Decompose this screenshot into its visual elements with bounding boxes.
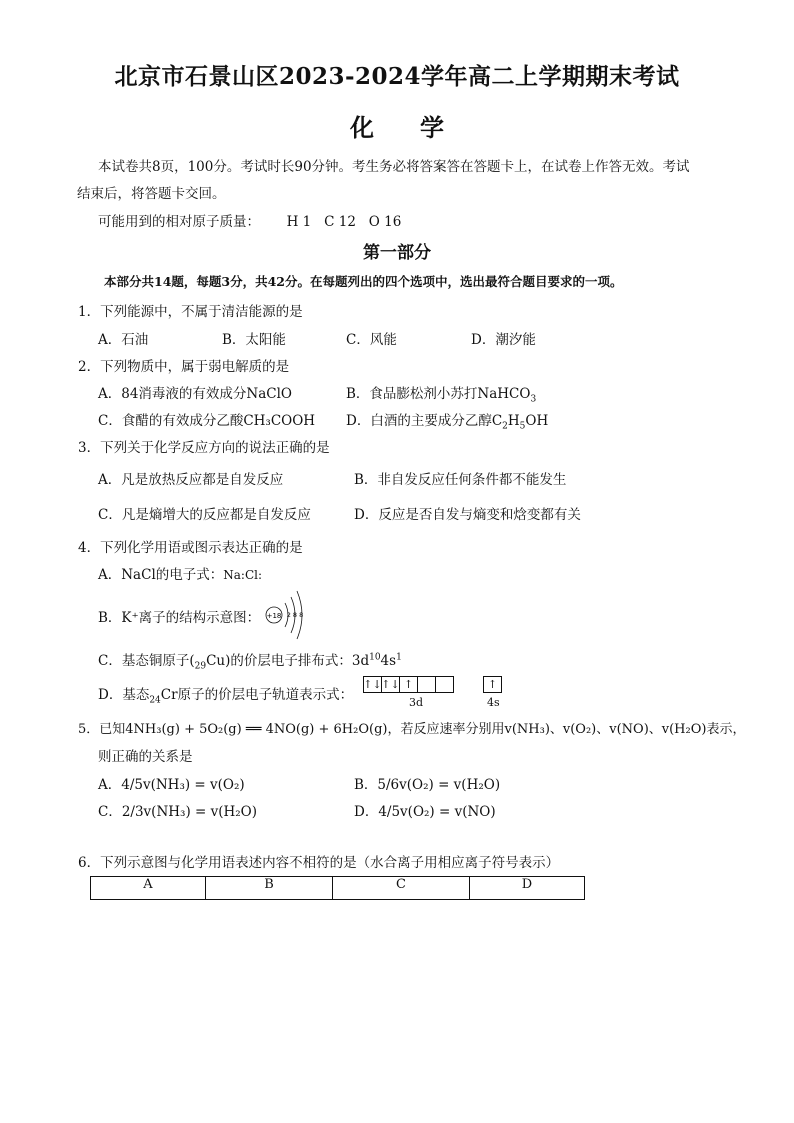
q1-option-a: A．石油 — [98, 332, 149, 348]
orbital-label-4s: 4s — [487, 696, 500, 709]
q5-stem: 5．已知4NH₃(g) + 5O₂(g) ══ 4NO(g) + 6H₂O(g)，若反应速率分别用v(NH₃)、v(O₂)、v(NO)、v(H₂O)表示， — [78, 722, 746, 737]
k-ion-structure-diagram — [264, 588, 310, 644]
q2-d-sub1: 2 — [502, 421, 508, 432]
atomic-mass-line — [98, 210, 401, 230]
q1-option-d: D．潮汐能 — [471, 332, 536, 348]
q4-b-text: B．K⁺离子的结构示意图： — [98, 610, 261, 626]
q1-option-c: C．风能 — [346, 332, 397, 348]
q2-option-c: C．食醋的有效成分乙酸CH₃COOH — [98, 413, 316, 429]
nucleus-charge: +18 — [266, 612, 282, 620]
q6-column-a: A — [91, 877, 206, 900]
q4-option-a — [98, 563, 262, 583]
q3-option-b: B．非自发反应任何条件都不能发生 — [354, 472, 567, 488]
q4-c-sub: 29 — [194, 661, 207, 672]
orbital-box: ↑ — [483, 676, 502, 693]
q4-d-sub: 24 — [149, 695, 161, 706]
q3-option-d: D．反应是否自发与熵变和焓变都有关 — [354, 507, 581, 523]
orbital-box: ↑↓ — [363, 678, 382, 691]
intro-line-1: 本试卷共8页，100分。考试时长90分钟。考生务必将答案答在答题卡上，在试卷上作答无效。考试 — [98, 159, 690, 175]
nacl-electron-formula: Na:Cl: — [223, 568, 263, 582]
q6-column-c: C — [333, 877, 470, 900]
q2-d-mid: H — [507, 413, 520, 429]
q3-option-a: A．凡是放热反应都是自发反应 — [98, 472, 284, 488]
q4-option-c — [98, 649, 402, 672]
q5-option-c: C．2/3v(NH₃) = v(H₂O) — [98, 804, 258, 820]
atomic-mass-label: 可能用到的相对原子质量： — [98, 214, 260, 230]
q2-stem: 2．下列物质中，属于弱电解质的是 — [78, 359, 290, 375]
q2-option-b — [346, 382, 537, 405]
q4-c-sup1: 10 — [369, 652, 381, 663]
q4-d-text: D．基态 — [98, 687, 150, 703]
orbital-box: ↑↓ — [381, 678, 400, 691]
q6-options-table — [90, 876, 585, 900]
q1-stem: 1．下列能源中，不属于清洁能源的是 — [78, 304, 303, 320]
orbital-label-3d: 3d — [409, 696, 424, 709]
q2-b-text: B．食品膨松剂小苏打NaHCO — [346, 386, 531, 402]
orbital-diagram-4s — [484, 676, 502, 693]
q2-option-d — [346, 409, 549, 432]
part1-note: 本部分共14题，每题3分，共42分。在每题列出的四个选项中，选出最符合题目要求的一项。 — [104, 274, 623, 289]
q2-d-end: OH — [525, 413, 549, 429]
q5-option-a: A．4/5v(NH₃) = v(O₂) — [98, 777, 245, 793]
q4-c-text: C．基态铜原子( — [98, 653, 195, 669]
atomic-mass-values: H 1 C 12 O 16 — [286, 214, 402, 230]
q3-option-c: C．凡是熵增大的反应都是自发反应 — [98, 507, 311, 523]
orbital-box — [417, 676, 436, 693]
table-row — [91, 877, 585, 900]
q4-c-sup2: 1 — [396, 652, 402, 663]
q4-d-mid: Cr原子的价层电子轨道表示式： — [160, 687, 354, 703]
q6-column-b: B — [206, 877, 333, 900]
subject-char-2: 学 — [420, 113, 444, 142]
subject-heading — [0, 108, 794, 143]
subject-char-1: 化 — [350, 113, 374, 142]
q4-option-b — [98, 606, 260, 626]
q1-option-b: B．太阳能 — [222, 332, 286, 348]
orbital-boxes-4s — [484, 676, 502, 693]
q2-d-text: D．白酒的主要成分乙醇C — [346, 413, 503, 429]
orbital-boxes-3d — [364, 676, 454, 693]
q5-option-d: D．4/5v(O₂) = v(NO) — [354, 804, 496, 820]
q4-c-mid2: 4s — [380, 653, 397, 669]
q4-stem: 4．下列化学用语或图示表达正确的是 — [78, 540, 303, 556]
orbital-diagram-3d — [364, 676, 454, 693]
q3-stem: 3．下列关于化学反应方向的说法正确的是 — [78, 440, 330, 456]
orbital-box: ↑ — [399, 676, 418, 693]
q4-a-text: A．NaCl的电子式： — [98, 567, 224, 583]
q6-column-d: D — [470, 877, 585, 900]
exam-title: 北京市石景山区2023-2024学年高二上学期期末考试 — [114, 63, 680, 90]
shell-electron-counts: 2 8 8 — [286, 611, 304, 619]
q2-b-sub: 3 — [530, 394, 537, 405]
q2-option-a: A．84消毒液的有效成分NaClO — [98, 386, 293, 402]
q5-stem-2: 则正确的关系是 — [98, 749, 193, 765]
q4-c-mid: Cu)的价层电子排布式：3d — [206, 653, 370, 669]
orbital-box — [435, 676, 454, 693]
q4-option-d — [98, 683, 354, 706]
intro-line-2: 结束后，将答题卡交回。 — [77, 186, 226, 202]
q2-d-sub2: 5 — [519, 421, 526, 432]
q6-stem: 6．下列示意图与化学用语表述内容不相符的是（水合离子用相应离子符号表示） — [78, 855, 560, 871]
q5-option-b: B．5/6v(O₂) = v(H₂O) — [354, 777, 501, 793]
part1-heading: 第一部分 — [363, 243, 431, 263]
